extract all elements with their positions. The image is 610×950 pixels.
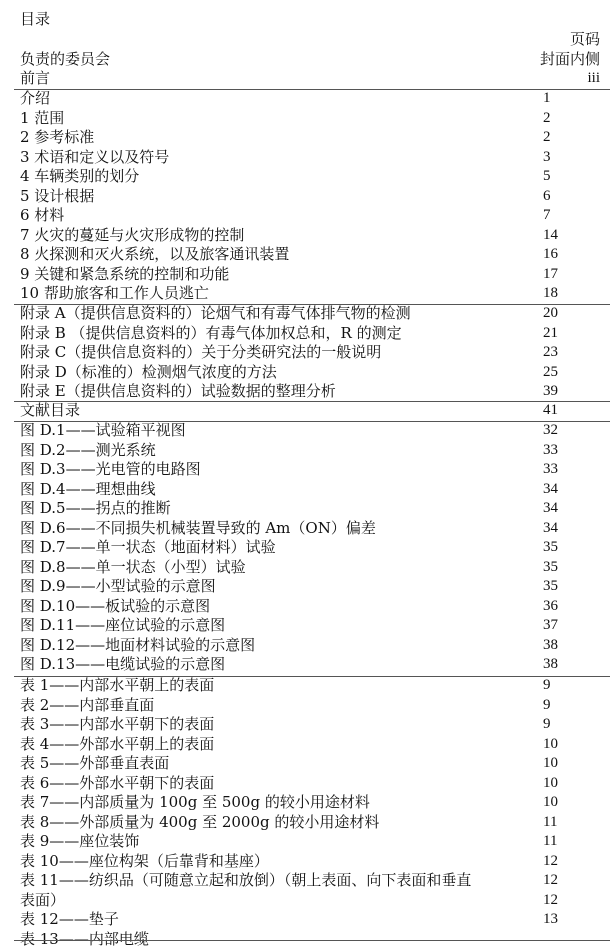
toc-entry-page: 21	[543, 324, 558, 341]
toc-entry[interactable]	[0, 577, 610, 597]
toc-entry-page: 9	[543, 677, 551, 693]
toc-entry-page: 14	[543, 226, 558, 243]
annexes-section	[0, 304, 610, 402]
toc-entry[interactable]	[0, 636, 610, 656]
toc-entry-label: 图 D.1——试验箱平视图	[20, 421, 186, 439]
toc-entry-label: 图 D.12——地面材料试验的示意图	[20, 635, 256, 654]
toc-entry[interactable]	[0, 655, 610, 675]
toc-entry[interactable]	[0, 813, 610, 833]
toc-entry[interactable]	[0, 284, 610, 304]
toc-entry[interactable]	[0, 696, 610, 716]
clauses-section	[0, 89, 610, 304]
toc-entry[interactable]	[0, 735, 610, 755]
toc-entry-label: 表面）	[20, 890, 66, 909]
toc-entry-page: 12	[543, 891, 558, 908]
toc-entry[interactable]	[0, 597, 610, 617]
bibliography-section	[0, 401, 610, 421]
toc-entry-page: 33	[543, 441, 558, 458]
toc-entry-label: 表 4——外部水平朝上的表面	[20, 734, 215, 753]
page-column-label: 页码	[569, 30, 600, 48]
toc-entry-label: 表 7——内部质量为 100g 至 500g 的较小用途材料	[20, 793, 370, 811]
toc-entry-label: 表 11——纺织品（可随意立起和放倒）（朝上表面、向下表面和垂直	[20, 871, 472, 889]
toc-entry-page: 17	[543, 265, 558, 282]
toc-entry-page: 5	[543, 168, 551, 184]
toc-entry-page: 37	[543, 617, 558, 633]
toc-entry[interactable]	[0, 265, 610, 285]
toc-entry-label: 表 6——外部水平朝下的表面	[20, 773, 215, 792]
toc-entry-label: 图 D.9——小型试验的示意图	[20, 577, 216, 595]
toc-entry[interactable]	[0, 441, 610, 461]
toc-entry[interactable]	[0, 774, 610, 794]
toc-entry-label: 图 D.13——电缆试验的示意图	[20, 655, 226, 673]
toc-entry-label: 图 D.4——理想曲线	[20, 479, 156, 498]
toc-entry-page: 38	[543, 656, 558, 672]
toc-entry[interactable]	[0, 871, 610, 891]
toc-entry[interactable]	[0, 754, 610, 774]
toc-entry[interactable]	[0, 538, 610, 558]
toc-entry-page: 18	[543, 285, 558, 301]
toc-entry-page: 34	[543, 519, 558, 536]
toc-entry[interactable]	[0, 226, 610, 246]
toc-entry-page: 9	[543, 716, 551, 732]
toc-entry-page: 36	[543, 597, 558, 614]
toc-entry-page: 32	[543, 422, 558, 438]
toc-entry-page: 35	[543, 539, 558, 555]
toc-entry-page: 11	[543, 833, 558, 849]
toc-entry[interactable]	[0, 891, 610, 911]
toc-entry[interactable]	[0, 245, 610, 265]
toc-entry[interactable]	[0, 852, 610, 872]
toc-entry-page: 38	[543, 636, 558, 653]
toc-entry-label[interactable]: 负责的委员会	[20, 50, 111, 68]
toc-entry-label: 表 3——内部水平朝下的表面	[20, 715, 215, 733]
toc-entry[interactable]	[0, 910, 610, 930]
toc-entry-page: 34	[543, 480, 558, 497]
toc-entry[interactable]	[0, 616, 610, 636]
toc-entry[interactable]	[0, 421, 610, 441]
toc-entry[interactable]	[0, 401, 610, 421]
toc-entry[interactable]	[0, 832, 610, 852]
toc-entry-page: 25	[543, 363, 558, 380]
toc-entry-page: iii	[587, 70, 600, 86]
toc-entry-page: 34	[543, 500, 558, 516]
toc-entry-page: 13	[543, 911, 558, 927]
toc-entry-page: 2	[543, 129, 551, 145]
toc-entry-page: 3	[543, 148, 551, 165]
toc-entry-label: 表 10——座位构架（后靠背和基座）	[20, 851, 269, 870]
toc-entry-label: 图 D.5——拐点的推断	[20, 499, 171, 517]
toc-entry-page: 11	[543, 813, 558, 830]
toc-entry[interactable]	[0, 558, 610, 578]
toc-entry-label: 附录 D（标准的）检测烟气浓度的方法	[20, 362, 277, 381]
toc-entry-label[interactable]: 前言	[20, 69, 51, 87]
toc-entry-page: 35	[543, 578, 558, 594]
toc-entry[interactable]	[0, 89, 610, 109]
toc-entry-label: 附录 B （提供信息资料的）有毒气体加权总和，R 的测定	[20, 323, 402, 342]
toc-entry[interactable]	[0, 109, 610, 129]
toc-entry-page: 10	[543, 774, 558, 791]
toc-entry-page: 1	[543, 90, 551, 106]
toc-entry-label: 附录 C（提供信息资料的）关于分类研究法的一般说明	[20, 343, 382, 361]
toc-entry-label: 6 材料	[20, 206, 65, 224]
toc-entry-label: 2 参考标准	[20, 128, 95, 146]
toc-entry[interactable]	[0, 128, 610, 148]
toc-entry[interactable]	[0, 167, 610, 187]
toc-entry-label: 图 D.3——光电管的电路图	[20, 460, 201, 478]
toc-entry-page: 6	[543, 187, 551, 204]
toc-entry-page: 23	[543, 344, 558, 360]
toc-entry-label: 图 D.10——板试验的示意图	[20, 596, 211, 615]
toc-entry-label: 表 5——外部垂直表面	[20, 754, 170, 772]
toc-entry-label: 图 D.6——不同损失机械装置导致的 Am（ON）偏差	[20, 518, 376, 537]
toc-entry-page: 10	[543, 755, 558, 771]
toc-entry-page: 7	[543, 207, 551, 223]
toc-entry-page: 12	[543, 872, 558, 888]
toc-entry-label: 7 火灾的蔓延与火灾形成物的控制	[20, 225, 245, 244]
toc-entry-label: 表 13——内部电缆	[20, 929, 149, 948]
toc-entry[interactable]	[0, 460, 610, 480]
toc-entry-label: 图 D.2——测光系统	[20, 440, 156, 459]
toc-entry-page: 20	[543, 305, 558, 321]
toc-entry-page: 39	[543, 383, 558, 399]
toc-entry-label: 介绍	[20, 89, 51, 107]
toc-entry[interactable]	[0, 382, 610, 402]
toc-entry-label: 附录 A（提供信息资料的）论烟气和有毒气体排气物的检测	[20, 304, 411, 322]
toc-entry-label: 4 车辆类别的划分	[20, 167, 140, 185]
toc-entry-label: 附录 E（提供信息资料的）试验数据的整理分析	[20, 382, 336, 400]
toc-entry-page: 41	[543, 402, 558, 418]
toc-entry-page: 10	[543, 735, 558, 752]
toc-entry-page: 12	[543, 852, 558, 869]
toc-title: 目录	[20, 10, 51, 28]
toc-entry[interactable]	[0, 343, 610, 363]
toc-entry[interactable]	[0, 480, 610, 500]
toc-entry[interactable]	[0, 676, 610, 696]
toc-entry[interactable]	[0, 324, 610, 344]
toc-entry-page: 33	[543, 461, 558, 477]
toc-entry-label: 表 1——内部水平朝上的表面	[20, 676, 215, 694]
toc-entry-label: 表 9——座位装饰	[20, 832, 140, 850]
toc-entry-label: 3 术语和定义以及符号	[20, 147, 170, 166]
toc-entry-label: 图 D.11——座位试验的示意图	[20, 616, 226, 634]
toc-entry[interactable]	[0, 519, 610, 539]
toc-entry[interactable]	[0, 499, 610, 519]
toc-entry-label: 表 8——外部质量为 400g 至 2000g 的较小用途材料	[20, 812, 380, 831]
toc-entry-label: 1 范围	[20, 108, 65, 127]
toc-entry-page: 35	[543, 558, 558, 575]
toc-entry-page: 封面内侧	[539, 50, 600, 68]
toc-entry[interactable]	[0, 187, 610, 207]
toc-entry-page: 9	[543, 696, 551, 713]
toc-entry[interactable]	[0, 363, 610, 383]
toc-entry-label: 5 设计根据	[20, 186, 95, 205]
figures-section	[0, 421, 610, 675]
toc-entry[interactable]	[0, 793, 610, 813]
toc-entry-label: 表 2——内部垂直面	[20, 695, 155, 714]
toc-entry-label: 表 12——垫子	[20, 910, 119, 928]
toc-entry[interactable]	[0, 206, 610, 226]
toc-entry[interactable]	[0, 715, 610, 735]
toc-entry[interactable]	[0, 148, 610, 168]
toc-entry-label: 8 火探测和灭火系统，以及旅客通讯装置	[20, 245, 290, 263]
toc-entry-page: 16	[543, 246, 558, 262]
toc-entry-label: 10 帮助旅客和工作人员逃亡	[20, 284, 209, 302]
toc-entry-label: 图 D.7——单一状态（地面材料）试验	[20, 538, 276, 556]
toc-entry-label: 9 关键和紧急系统的控制和功能	[20, 264, 230, 283]
toc-entry-page: 10	[543, 794, 558, 810]
toc-entry-page: 2	[543, 109, 551, 126]
tables-section	[0, 676, 610, 949]
toc-entry[interactable]	[0, 304, 610, 324]
toc-entry-label: 文献目录	[20, 401, 81, 419]
section-divider	[14, 940, 610, 941]
toc-entry-label: 图 D.8——单一状态（小型）试验	[20, 557, 246, 576]
